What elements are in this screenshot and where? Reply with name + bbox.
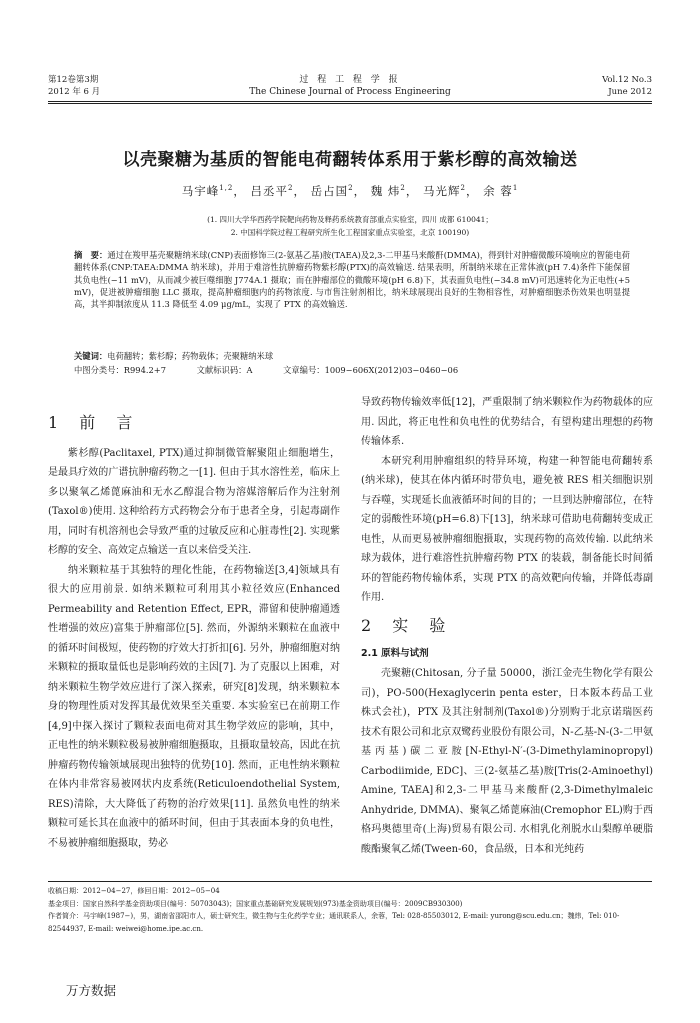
paragraph: 紫杉醇(Paclitaxel, PTX)通过抑制微管解聚阻止细胞增生，是最具疗效的广谱抗肿瘤药物之一[1]. 但由于其水溶性差，临床上多以聚氧乙烯蓖麻油和无水乙醇混合物为溶媒溶解后作为注射剂(Taxol®)使用. 这种给药方式药物会分布于患者全身，引起毒副作用，同时有机溶剂也会导致严重的过敏反应和心脏毒性[2]. 实现紫杉醇的安全、高效定点输送一直以来倍受关注.	[48, 447, 340, 556]
classification	[74, 364, 630, 377]
abstract-label: 摘 要：	[74, 250, 108, 260]
paragraph: 导致药物传输效率低[12]，严重限制了纳米颗粒作为药物载体的应用. 因此，将正电性和负电性的优势结合，有望构建出理想的药物传输体系.	[361, 397, 653, 447]
body-column-left	[48, 413, 340, 853]
author: 马光辉$^2$	[423, 184, 466, 198]
footnote-rule	[48, 881, 652, 882]
footnote-funding: 基金项目：国家自然科学基金资助项目(编号：50703043)；国家重点基础研究发展规划(973)基金资助项目(编号：2009CB930300)	[48, 899, 463, 908]
document-code: 文献标识码：A	[196, 365, 253, 375]
author: 魏 炜$^2$	[370, 184, 406, 198]
paragraph: 本研究利用肿瘤组织的特异环境，构建一种智能电荷翻转系(纳米球)，使其在体内循环时带负电，避免被 RES 相关细胞识别与吞噬，实现延长血液循环时间的目的；一旦到达肿瘤部位，在特定的弱酸性环境(pH=6.8)下[13]，纳米球可借助电荷翻转变成正电性，从而更易被肿瘤细胞摄取，实现药物的高效传输. 以此纳米球为载体，进行难溶性抗肿瘤药物 PTX 的装载，制备能长时间循环的智能药物传输体系，实现 PTX 的高效靶向传输，并降低毒副作用.	[361, 455, 653, 603]
keywords-text: 电荷翻转；紫杉醇；药物载体；壳聚糖纳米球	[107, 351, 274, 361]
section-heading: 2 实 验	[361, 615, 454, 635]
footnote-author-info: 作者简介：马宇峰(1987−)，男，湖南省邵阳市人，硕士研究生，微生物与生化药学专业；通讯联系人，余蓉，Tel: 028-85503012, E-mail: yurong@scu.edu.cn；魏炜，Tel: 010-82544937, E-mail: weiwei@home.ipe.ac.cn.	[48, 912, 620, 933]
article-number: 文章编号：1009−606X(2012)03−0460−06	[283, 365, 459, 375]
subsection-heading: 2.1 原料与试剂	[361, 648, 429, 659]
paper-title: 以壳聚糖为基质的智能电荷翻转体系用于紫杉醇的高效输送	[122, 150, 578, 170]
keywords-label: 关键词：	[74, 351, 108, 361]
footnote	[48, 885, 652, 935]
header-date: 2012 年 6 月	[48, 87, 101, 97]
journal-name-en: The Chinese Journal of Process Engineering	[249, 87, 451, 97]
affiliation-line: (1. 四川大学华西药学院靶向药物及释药系统教育部重点实验室，四川 成都 610041；	[207, 215, 493, 224]
body-column-right	[361, 393, 653, 859]
paragraph: 纳米颗粒基于其独特的理化性能，在药物输送[3,4]领域具有很大的应用前景. 如纳米颗粒可利用其小粒径效应(Enhanced Permeability and Retention Effect, EPR，滞留和使肿瘤通透性增强的效应)富集于肿瘤部位[5]. 然而，外源纳米颗粒在血液中的循环时间极短，使药物的疗效大打折扣[6]. 另外，肿瘤细胞对纳米颗粒的摄取量低也是影响药效的主因[7]. 为了克服以上困难，对纳米颗粒生物学效应进行了深入探索，研究[8]发现，纳米颗粒本身的物理性质对发挥其最优效果至关重要. 本实验室已在前期工作[4,9]中探入探讨了颗粒表面电荷对其生物学效应的影响，其中，正电性的纳米颗粒极易被肿瘤细胞摄取，且摄取量较高，因此在抗肿瘤药物传输领域展现出独特的优势[10]. 然而，正电性纳米颗粒在体内非常容易被网状内皮系统(Reticuloendothelial System, RES)清除，大大降低了药物的治疗效果[11]. 虽然负电性的纳米颗粒可延长其在血液中的循环时间，但由于其表面本身的负电性，不易被肿瘤细胞摄取，势必	[48, 564, 340, 849]
abstract	[74, 249, 630, 310]
keywords	[74, 350, 630, 363]
header-date-en: June 2012	[608, 87, 652, 97]
author: 吕丞平$^2$	[250, 184, 294, 198]
clc-number: 中图分类号：R994.2+7	[74, 365, 167, 375]
author-list: 马宇峰$^{1,2}$， 吕丞平$^2$， 岳占国$^2$， 魏 炜$^2$， 马光辉$^2$， 余 蓉$^1$	[181, 184, 519, 198]
journal-name-cn: 过 程 工 程 学 报	[299, 75, 401, 85]
header-journal	[0, 74, 700, 98]
author: 马宇峰$^{1,2}$	[181, 184, 234, 198]
abstract-text: 通过在羧甲基壳聚糖纳米球(CNP)表面修饰三(2-氨基乙基)胺(TAEA)及2,3-二甲基马来酸酐(DMMA)，得到针对肿瘤微酸环境响应的智能电荷翻转体系(CNP:TAEA:DMMA 纳米球)，并用于难溶性抗肿瘤药物紫杉醇(PTX)的高效输送. 结果表明，所制纳米球在正常体液(pH 7.4)条件下能保留其负电性(−11 mV)，从而减少被巨噬细胞 J774A.1 摄取；而在肿瘤部位的微酸环境(pH 6.8)下，其表面负电性(−34.8 mV)可迅速转化为正电性(+5 mV)，促进被肿瘤细胞 LLC 摄取，提高肿瘤细胞内的药物浓度. 与市售注射剂相比，纳米球展现出良好的生物相容性，对肿瘤细胞杀伤效果也明显提高，其半抑制浓度从 11.3 降低至 4.09 μg/mL，实现了 PTX 的高效输送.	[74, 250, 630, 310]
header-volume-issue: 第12卷第3期	[48, 75, 99, 85]
author: 岳占国$^2$	[310, 184, 354, 198]
paragraph: 壳聚糖(Chitosan, 分子量 50000，浙江金壳生物化学有限公司)，PO-500(Hexaglycerin penta ester，日本阪本药品工业株式会社)，PTX 及其注射制剂(Taxol®)分别购于北京诺瑞医药技术有限公司和北京双鹭药业股份有限公司，N-乙基-N-(3-二甲氨基丙基)碳二亚胺[N-Ethyl-N′-(3-Dimethylaminopropyl) Carbodiimide, EDC]、三(2-氨基乙基)胺[Tris(2-Aminoethyl) Amine, TAEA]和2,3-二甲基马来酸酐(2,3-Dimethylmaleic Anhydride, DMMA)、聚氧乙烯蓖麻油(Cremophor EL)购于西格玛奥德里奇(上海)贸易有限公司. 水相乳化剂脱水山梨醇单硬脂酸酯聚氧乙烯(Tween-60，食品级，日本和光纯药	[361, 668, 653, 855]
watermark: 万方数据	[66, 983, 117, 998]
header-rule	[48, 101, 652, 102]
header-volume-issue-en: Vol.12 No.3	[602, 75, 652, 85]
footnote-dates: 收稿日期：2012−04−27，修回日期：2012−05−04	[48, 887, 220, 895]
header-volume-en	[602, 74, 652, 98]
author: 余 蓉$^1$	[483, 184, 519, 198]
section-heading: 1 前 言	[48, 413, 141, 432]
affiliations	[0, 213, 700, 239]
affiliation-line: 2. 中国科学院过程工程研究所生化工程国家重点实验室，北京 100190)	[230, 228, 470, 237]
header-rule-thin	[48, 103, 652, 104]
